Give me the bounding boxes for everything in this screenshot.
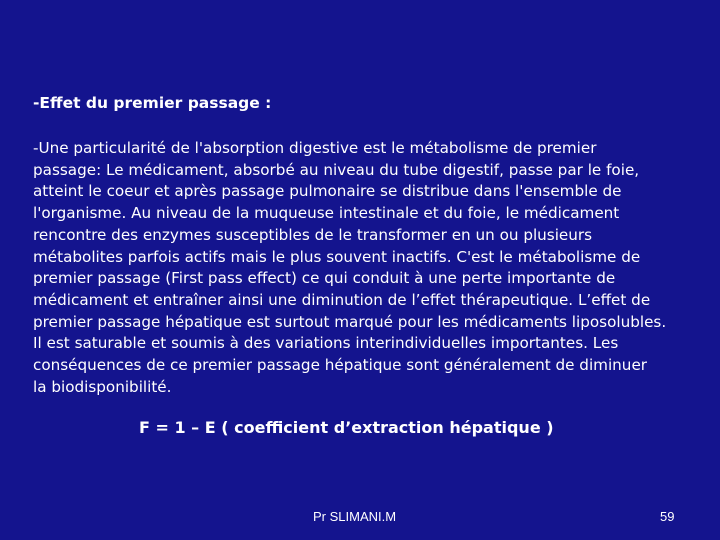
- body-line: la biodisponibilité.: [33, 377, 172, 396]
- slide-body: [33, 138, 703, 398]
- body-line: métabolites parfois actifs mais le plus souvent inactifs. C'est le métabolisme de: [33, 247, 641, 266]
- body-line: premier passage (First pass effect) ce qui conduit à une perte importante de: [33, 269, 616, 288]
- body-line: médicament et entraîner ainsi une diminution de l’effet thérapeutique. L’effet de: [33, 290, 651, 309]
- body-line: conséquences de ce premier passage hépatique sont généralement de diminuer: [33, 356, 648, 375]
- slide-heading: -Effet du premier passage :: [33, 94, 272, 112]
- body-line: l'organisme. Au niveau de la muqueuse intestinale et du foie, le médicament: [33, 204, 620, 223]
- footer-author: Pr SLIMANI.M: [313, 509, 397, 524]
- body-line: premier passage hépatique est surtout marqué pour les médicaments liposolubles.: [33, 312, 667, 331]
- body-line: -Une particularité de l'absorption digestive est le métabolisme de premier: [33, 139, 597, 157]
- body-line: rencontre des enzymes susceptibles de le transformer en un ou plusieurs: [33, 225, 593, 244]
- body-line: Il est saturable et soumis à des variations interindividuelles importantes. Les: [33, 334, 619, 353]
- page-number: 59: [660, 509, 675, 524]
- body-line: passage: Le médicament, absorbé au niveau du tube digestif, passe par le foie,: [33, 160, 640, 179]
- formula: F = 1 – E ( coefficient d’extraction hépatique ): [139, 418, 554, 437]
- body-line: atteint le coeur et après passage pulmonaire se distribue dans l'ensemble de: [33, 182, 622, 201]
